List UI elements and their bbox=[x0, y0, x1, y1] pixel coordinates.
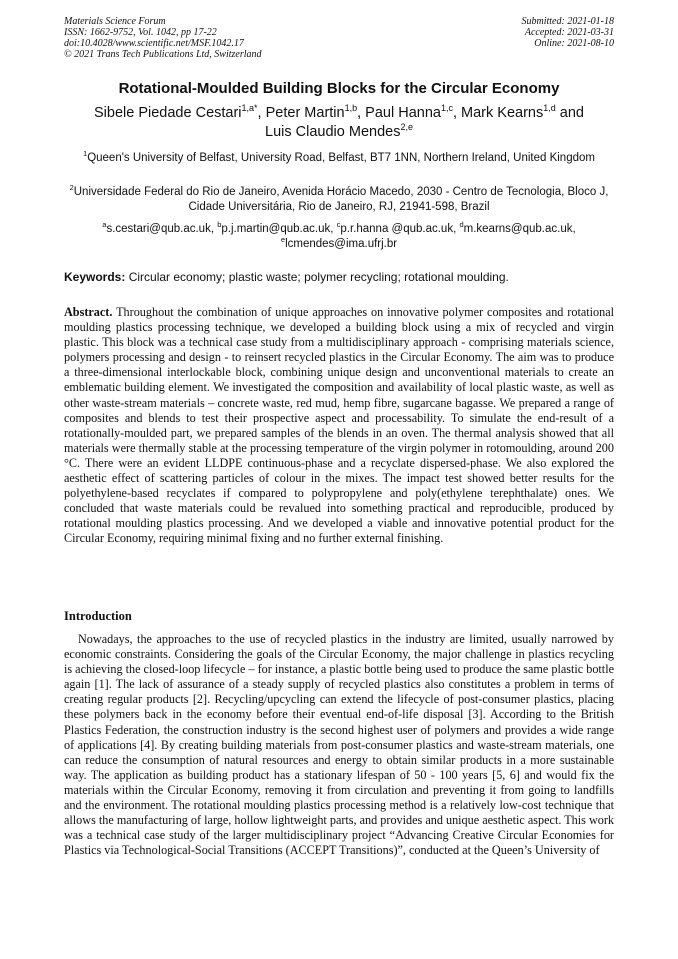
affiliation-text: Universidade Federal do Rio de Janeiro, Avenida Horácio Macedo, 2030 - Centro de Tecnologia, Bloco J, Cidade Universitária, Rio de Janeiro, RJ, 21941-598, Brazil bbox=[73, 186, 609, 213]
email-address: lcmendes@ima.ufrj.br bbox=[285, 238, 398, 250]
author-name: Luis Claudio Mendes bbox=[265, 124, 401, 140]
email-mark: d bbox=[459, 220, 464, 230]
dates-info bbox=[522, 16, 615, 49]
keywords-text: Circular economy; plastic waste; polymer recycling; rotational moulding. bbox=[125, 270, 509, 284]
author-list bbox=[80, 104, 598, 142]
paper-title: Rotational-Moulded Building Blocks for the Circular Economy bbox=[118, 80, 560, 97]
email-separator: , bbox=[453, 223, 460, 235]
email-mark: a bbox=[102, 220, 107, 230]
affiliation-number: 2 bbox=[69, 183, 74, 193]
author-name: Sibele Piedade Cestari bbox=[94, 105, 242, 121]
section-heading-introduction: Introduction bbox=[64, 609, 132, 623]
journal-name: Materials Science Forum bbox=[64, 16, 166, 27]
author-separator: and bbox=[555, 105, 584, 121]
author-name: Mark Kearns bbox=[461, 105, 544, 121]
author-separator: , bbox=[452, 105, 462, 121]
affiliation-1 bbox=[64, 151, 614, 166]
email-mark: c bbox=[336, 220, 341, 230]
affiliation-text: Queen's University of Belfast, University Road, Belfast, BT7 1NN, Northern Ireland, United Kingdom bbox=[87, 152, 595, 164]
author-name: Peter Martin bbox=[265, 105, 345, 121]
affiliation-number: 1 bbox=[83, 149, 88, 159]
author-separator: , bbox=[357, 105, 366, 121]
email-separator: , bbox=[330, 223, 337, 235]
issn-line: ISSN: 1662-9752, Vol. 1042, pp 17-22 bbox=[64, 27, 217, 38]
accepted-date: Accepted: 2021-03-31 bbox=[524, 27, 614, 38]
abstract-label: Abstract. bbox=[64, 305, 113, 319]
email-address: p.r.hanna @qub.ac.uk bbox=[340, 223, 454, 235]
author-affiliation-mark: 1,d bbox=[543, 103, 556, 114]
author-affiliation-mark: 1,c bbox=[440, 103, 453, 114]
email-mark: e bbox=[280, 235, 286, 245]
author-name: Paul Hanna bbox=[365, 105, 441, 121]
journal-info bbox=[64, 16, 262, 60]
keywords-label: Keywords: bbox=[64, 270, 126, 284]
email-list bbox=[64, 222, 614, 252]
author-affiliation-mark: 1,b bbox=[344, 103, 358, 114]
introduction-paragraph: Nowadays, the approaches to the use of recycled plastics in the industry are limited, usually narrowed by economic constraints. Considering the goals of the Circular Economy, the major challenge in plastics recycling is achieving the closed-loop lifecycle – for instance, a plastic bottle being used to produce the same plastic bottle again [1]. The lack of assurance of a steady supply of recycled plastics also constitutes a problem in terms of creating regular products [2]. Recycling/upcycling can extend the lifecycle of post-consumer plastics, placing these polymers back in the economy before their eventual end-of-life disposal [3]. According to the British Plastics Federation, the construction industry is the second highest user of polymers and provides a wide range of applications [4]. By creating building materials from post-consumer plastics and waste-stream materials, one can reduce the consumption of natural resources and energy to obtain similar products in a more sustainable way. The application as building product has a stationary lifespan of 50 - 100 years [5, 6] and would fix the materials within the Circular Economy, removing it from circulation and preventing it from going to landfills and the environment. The rotational moulding plastics processing method is a relatively low-cost technique that allows the manufacturing of large, hollow lightweight parts, and provides and unique aesthetic aspect. This work was a technical case study of the larger multidisciplinary project “Advancing Creative Circular Economies for Plastics via Technological-Social Transitions (ACCEPT Transitions)”, conducted at the Queen’s University of bbox=[64, 632, 614, 858]
online-date: Online: 2021-08-10 bbox=[534, 38, 614, 49]
abstract-text: Throughout the combination of unique approaches on innovative polymer composites and rotational moulding plastics processing technique, we developed a building block using a mix of recycled and virgin plastic. This block was a technical case study from a multidisciplinary approach - comprising materials science, polymers processing and design - to reinsert recycled plastics in the Circular Economy. The aim was to produce a three-dimensional interlockable block, combining unique design and unconventional materials to create an emblematic building element. We investigated the composition and availability of local plastic waste, as well as other waste-stream materials – concrete waste, red mud, hemp fibre, sugarcane bagasse. We prepared a range of composites and blends to test their prospective aspect and processability. To simulate the end-result of a rotationally-moulded part, we prepared samples of the blends in an oven. The thermal analysis showed that all materials were thermally stable at the processing temperature of the virgin polymer in rotomoulding, around 200 °C. There were an evident LLDPE continuous-phase and a recyclate dispersed-phase. We also explored the aesthetic effect of scattering particles of colour in the mixes. The impact test showed better results for the polyethylene-based recyclates if compared to polypropylene and poly(ethylene terephthalate) ones. We concluded that waste materials could be revalued into something practical and reproducible, produced by rotational moulding plastics processing. And we developed a viable and innovative potential product for the Circular Economy, requiring minimal fixing and no further external finishing. bbox=[64, 305, 614, 546]
author-affiliation-mark: 1,a* bbox=[241, 103, 258, 114]
email-separator: , bbox=[210, 223, 218, 235]
author-affiliation-mark: 2,e bbox=[400, 122, 413, 133]
copyright-line: © 2021 Trans Tech Publications Ltd, Switzerland bbox=[64, 49, 262, 60]
abstract bbox=[64, 305, 614, 547]
affiliation-2 bbox=[64, 185, 614, 215]
email-address: s.cestari@qub.ac.uk bbox=[106, 223, 211, 235]
keywords bbox=[64, 270, 616, 284]
submitted-date: Submitted: 2021-01-18 bbox=[521, 16, 614, 27]
doi-line: doi:10.4028/www.scientific.net/MSF.1042.17 bbox=[64, 38, 244, 49]
email-address: p.j.martin@qub.ac.uk bbox=[221, 223, 331, 235]
email-mark: b bbox=[217, 220, 222, 230]
author-separator: , bbox=[257, 105, 266, 121]
email-address: m.kearns@qub.ac.uk bbox=[463, 223, 573, 235]
email-separator: , bbox=[572, 223, 576, 235]
